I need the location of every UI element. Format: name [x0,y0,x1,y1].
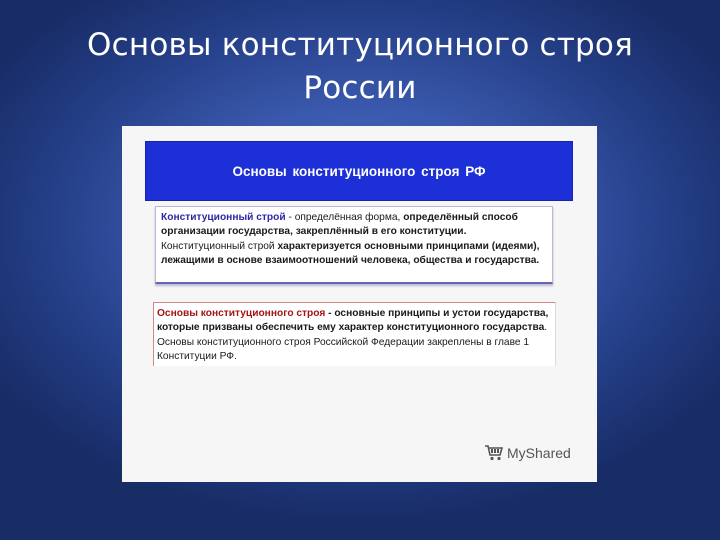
slide-title-line-1: Основы конституционного строя [87,27,633,63]
definition-text-4: характеризуется основными принципами (идеями), лежащими в основе взаимоотношений человека, общества и государства. [161,240,540,267]
basis-text-1: - основные принципы и устои государства, которые призваны обеспечить ему характер конституционного государства [157,308,549,334]
slide-title [40,24,680,110]
myshared-cart-icon [484,444,504,462]
panel-header [145,141,573,201]
definition-text-2: определённый способ организации государства, закреплённый в его конституции. [161,212,518,238]
basis-term: Основы конституционного строя [157,308,326,319]
basis-box [153,302,556,366]
panel-header-title: Основы конституционного строя РФ [232,163,486,179]
watermark-text: MyShared [507,445,571,461]
slide-title-line-2: России [303,70,417,106]
content-panel [122,126,597,482]
definition-box [155,206,553,284]
definition-term: Конституционный строй [161,212,286,223]
basis-text-2: . Основы конституционного строя Российской Федерации закреплены в главе 1 Конституции РФ. [157,322,548,363]
definition-text-3: Конституционный строй [161,240,278,252]
myshared-watermark [484,444,571,462]
definition-text-1: - определённая форма, [285,212,404,223]
